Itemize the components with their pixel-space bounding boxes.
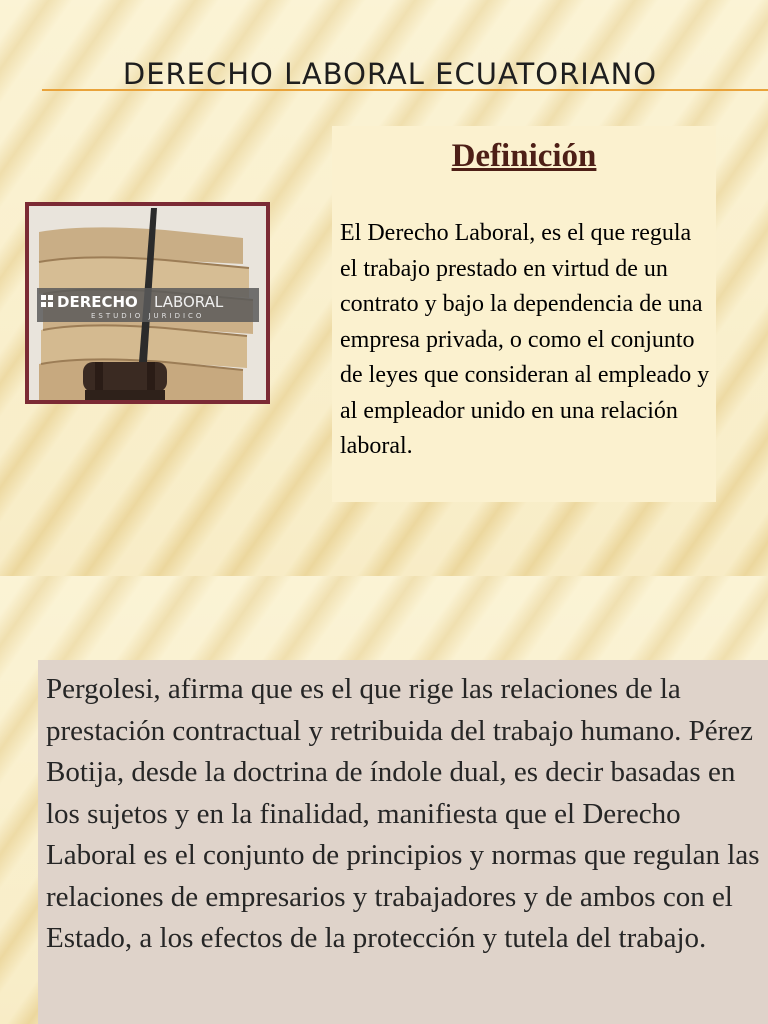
gavel-on-books-icon <box>25 202 270 404</box>
definition-heading: Definición <box>451 138 597 174</box>
slide-2 <box>0 576 768 1024</box>
paragraph-box <box>38 660 768 1024</box>
paragraph-text: Pergolesi, afirma que es el que rige las relaciones de la prestación contractual y retribuida del trabajo humano. Pérez Botija, desde la doctrina de índole dual, es decir basadas en los sujetos y en la finalidad, manifiesta que el Derecho Laboral es el conjunto de principios y normas que regulan las relaciones de empresarios y trabajadores y de ambos con el Estado, a los efectos de la protección y tutela del trabajo. <box>46 673 760 954</box>
definition-box <box>332 126 716 502</box>
definition-text: El Derecho Laboral, es el que regula el trabajo prestado en virtud de un contrato y bajo la dependencia de una empresa privada, o como el conjunto de leyes que consideran al empleado y al empleador unido en una relación laboral. <box>340 220 710 459</box>
logo-tagline: ESTUDIO JURIDICO <box>91 312 205 320</box>
slide-title: DERECHO LABORAL ECUATORIANO <box>122 57 658 91</box>
logo-brand-light: LABORAL <box>154 293 224 311</box>
title-underline <box>42 89 768 91</box>
logo-brand-bold: DERECHO <box>57 293 138 311</box>
derecho-laboral-logo <box>25 202 270 404</box>
